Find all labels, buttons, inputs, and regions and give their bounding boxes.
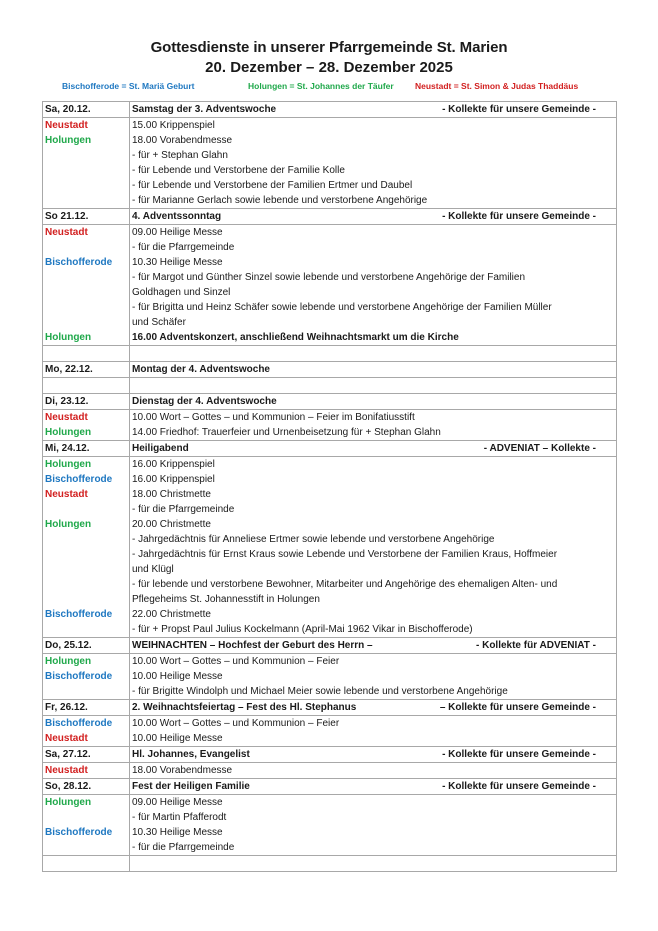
- empty-cell: [43, 346, 130, 362]
- service-line: 16.00 Krippenspiel: [132, 474, 215, 485]
- location-label-bischofferode: Bischofferode: [45, 474, 113, 485]
- service-line: - für Martin Pfafferodt: [132, 812, 227, 823]
- day-title: Hl. Johannes, Evangelist: [132, 749, 250, 760]
- day-date: Fr, 26.12.: [43, 700, 130, 716]
- day-title-cell: [130, 700, 617, 716]
- location-label-bischofferode: Bischofferode: [45, 718, 113, 729]
- day-title: Fest der Heiligen Familie: [132, 781, 250, 792]
- services-cell: [130, 457, 617, 638]
- locations-cell: [43, 225, 130, 346]
- service-line: 22.00 Christmette: [132, 609, 211, 620]
- location-spacer: [45, 592, 127, 607]
- location-spacer: [45, 810, 127, 825]
- day-title-cell: [130, 102, 617, 118]
- location-label-holungen: Holungen: [45, 656, 92, 667]
- day-title-wrap: [132, 747, 614, 762]
- service-line: - für lebende und verstorbene Bewohner, Mitarbeiter und Angehörige des ehemaligen Alten- und: [132, 579, 558, 590]
- day-title: Samstag der 3. Adventswoche: [132, 104, 277, 115]
- service-line: Goldhagen und Sinzel: [132, 287, 231, 298]
- day-title-cell: [130, 394, 617, 410]
- location-spacer: [45, 622, 127, 637]
- service-line: 10.00 Wort – Gottes – und Kommunion – Feier im Bonifatiusstift: [132, 412, 415, 423]
- service-line: 10.00 Heilige Messe: [132, 733, 223, 744]
- day-date: So, 28.12.: [43, 779, 130, 795]
- service-line: - für Lebende und Verstorbene der Familie Kolle: [132, 165, 345, 176]
- kollekte-label: [596, 394, 614, 409]
- day-header-row: [43, 394, 617, 410]
- location-spacer: [45, 285, 127, 300]
- day-title-wrap: [132, 638, 614, 653]
- day-title-wrap: [132, 102, 614, 117]
- day-services-row: [43, 654, 617, 700]
- services-cell: [130, 225, 617, 346]
- kollekte-label: - Kollekte für unsere Gemeinde -: [442, 211, 596, 222]
- legend-holungen: Holungen = St. Johannes der Täufer: [248, 81, 394, 91]
- empty-cell: [130, 346, 617, 362]
- service-line: 18.00 Vorabendmesse: [132, 135, 233, 146]
- kollekte-label: [596, 362, 614, 377]
- day-title-wrap: [132, 441, 614, 456]
- location-label-neustadt: Neustadt: [45, 227, 88, 238]
- day-title-cell: [130, 779, 617, 795]
- day-services-row: [43, 795, 617, 856]
- day-services-row: [43, 763, 617, 779]
- location-spacer: [45, 270, 127, 285]
- location-label-neustadt: Neustadt: [45, 412, 88, 423]
- service-line: 18.00 Vorabendmesse: [132, 765, 233, 776]
- service-line: - für Marianne Gerlach sowie lebende und verstorbene Angehörige: [132, 195, 428, 206]
- service-line: und Klügl: [132, 564, 174, 575]
- day-header-row: [43, 102, 617, 118]
- service-line: 09.00 Heilige Messe: [132, 797, 223, 808]
- locations-cell: [43, 410, 130, 441]
- kollekte-label: – Kollekte für unsere Gemeinde -: [439, 702, 596, 713]
- service-line: und Schäfer: [132, 317, 186, 328]
- day-title: Montag der 4. Adventswoche: [132, 364, 270, 375]
- day-title-wrap: [132, 779, 614, 794]
- location-spacer: [45, 315, 127, 330]
- empty-cell: [130, 856, 617, 872]
- schedule-table: [42, 101, 617, 872]
- empty-row: [43, 346, 617, 362]
- location-label-bischofferode: Bischofferode: [45, 827, 113, 838]
- service-line: - für Brigitte Windolph und Michael Meier sowie lebende und verstorbene Angehörige: [132, 686, 508, 697]
- day-title-wrap: [132, 700, 614, 715]
- service-line: - für Lebende und Verstorbene der Familien Ertmer und Daubel: [132, 180, 413, 191]
- service-line: - für Brigitta und Heinz Schäfer sowie lebende und verstorbene Angehörige der Familien Müller: [132, 302, 552, 313]
- location-label-holungen: Holungen: [45, 519, 92, 530]
- day-title-wrap: [132, 209, 614, 224]
- service-line: 10.00 Wort – Gottes – und Kommunion – Feier: [132, 718, 340, 729]
- legend-neustadt: Neustadt = St. Simon & Judas Thaddäus: [415, 81, 579, 91]
- location-label-bischofferode: Bischofferode: [45, 609, 113, 620]
- locations-cell: [43, 654, 130, 700]
- location-spacer: [45, 193, 127, 208]
- day-header-row: [43, 209, 617, 225]
- day-header-row: [43, 700, 617, 716]
- services-cell: [130, 654, 617, 700]
- day-title-wrap: [132, 394, 614, 409]
- location-spacer: [45, 547, 127, 562]
- day-services-row: [43, 410, 617, 441]
- day-header-row: [43, 441, 617, 457]
- day-date: Sa, 27.12.: [43, 747, 130, 763]
- page-subtitle: 20. Dezember – 28. Dezember 2025: [205, 59, 453, 76]
- service-line: 20.00 Christmette: [132, 519, 211, 530]
- service-line: - für die Pfarrgemeinde: [132, 242, 235, 253]
- services-cell: [130, 716, 617, 747]
- location-spacer: [45, 240, 127, 255]
- location-spacer: [45, 502, 127, 517]
- location-spacer: [45, 300, 127, 315]
- location-label-neustadt: Neustadt: [45, 489, 88, 500]
- services-cell: [130, 410, 617, 441]
- service-line: 09.00 Heilige Messe: [132, 227, 223, 238]
- location-label-neustadt: Neustadt: [45, 765, 88, 776]
- service-line: 14.00 Friedhof: Trauerfeier und Urnenbeisetzung für + Stephan Glahn: [132, 427, 441, 438]
- kollekte-label: - ADVENIAT – Kollekte -: [483, 443, 596, 454]
- day-date: Di, 23.12.: [43, 394, 130, 410]
- service-line: 10.00 Heilige Messe: [132, 671, 223, 682]
- day-title-cell: [130, 362, 617, 378]
- day-title-wrap: [132, 362, 614, 377]
- services-cell: [130, 763, 617, 779]
- location-label-neustadt: Neustadt: [45, 120, 88, 131]
- day-title: WEIHNACHTEN – Hochfest der Geburt des Herrn –: [132, 640, 373, 651]
- service-line: - für Margot und Günther Sinzel sowie lebende und verstorbene Angehörige der Familien: [132, 272, 526, 283]
- day-date: Sa, 20.12.: [43, 102, 130, 118]
- location-label-holungen: Holungen: [45, 332, 92, 343]
- service-line: 15.00 Krippenspiel: [132, 120, 215, 131]
- service-line: 10.30 Heilige Messe: [132, 257, 223, 268]
- kollekte-label: - Kollekte für unsere Gemeinde -: [442, 781, 596, 792]
- location-spacer: [45, 178, 127, 193]
- empty-row: [43, 378, 617, 394]
- location-spacer: [45, 684, 127, 699]
- day-title: Dienstag der 4. Adventswoche: [132, 396, 277, 407]
- day-title-cell: [130, 209, 617, 225]
- location-label-bischofferode: Bischofferode: [45, 257, 113, 268]
- location-label-holungen: Holungen: [45, 427, 92, 438]
- service-line: - für + Propst Paul Julius Kockelmann (April-Mai 1962 Vikar in Bischofferode): [132, 624, 473, 635]
- empty-cell: [43, 856, 130, 872]
- day-services-row: [43, 118, 617, 209]
- service-line: 18.00 Christmette: [132, 489, 211, 500]
- day-date: Mo, 22.12.: [43, 362, 130, 378]
- locations-cell: [43, 795, 130, 856]
- location-spacer: [45, 532, 127, 547]
- service-line: 16.00 Adventskonzert, anschließend Weihnachtsmarkt um die Kirche: [132, 332, 459, 343]
- day-header-row: [43, 362, 617, 378]
- service-line: Pflegeheims St. Johannesstift in Holungen: [132, 594, 320, 605]
- locations-cell: [43, 457, 130, 638]
- day-header-row: [43, 638, 617, 654]
- locations-cell: [43, 118, 130, 209]
- location-label-neustadt: Neustadt: [45, 733, 88, 744]
- location-spacer: [45, 840, 127, 855]
- day-title-cell: [130, 747, 617, 763]
- day-date: Do, 25.12.: [43, 638, 130, 654]
- locations-cell: [43, 716, 130, 747]
- day-title: Heiligabend: [132, 443, 189, 454]
- empty-row: [43, 856, 617, 872]
- location-spacer: [45, 562, 127, 577]
- document-header: [0, 38, 658, 78]
- day-title-cell: [130, 441, 617, 457]
- location-spacer: [45, 577, 127, 592]
- day-header-row: [43, 747, 617, 763]
- page-title: Gottesdienste in unserer Pfarrgemeinde St. Marien: [150, 39, 508, 56]
- service-line: 16.00 Krippenspiel: [132, 459, 215, 470]
- day-header-row: [43, 779, 617, 795]
- services-cell: [130, 118, 617, 209]
- service-line: 10.00 Wort – Gottes – und Kommunion – Feier: [132, 656, 340, 667]
- locations-cell: [43, 763, 130, 779]
- service-line: 10.30 Heilige Messe: [132, 827, 223, 838]
- kollekte-label: - Kollekte für unsere Gemeinde -: [442, 104, 596, 115]
- day-title: 4. Adventssonntag: [132, 211, 222, 222]
- service-line: - Jahrgedächtnis für Ernst Kraus sowie Lebende und Verstorbene der Familien Kraus, Hoffmeier: [132, 549, 558, 560]
- day-title: 2. Weihnachtsfeiertag – Fest des Hl. Stephanus: [132, 702, 357, 713]
- day-date: Mi, 24.12.: [43, 441, 130, 457]
- service-line: - für die Pfarrgemeinde: [132, 504, 235, 515]
- day-services-row: [43, 716, 617, 747]
- empty-cell: [130, 378, 617, 394]
- service-line: - für die Pfarrgemeinde: [132, 842, 235, 853]
- empty-cell: [43, 378, 130, 394]
- location-label-holungen: Holungen: [45, 135, 92, 146]
- kollekte-label: - Kollekte für ADVENIAT -: [475, 640, 596, 651]
- service-line: - Jahrgedächtnis für Anneliese Ertmer sowie lebende und verstorbene Angehörige: [132, 534, 495, 545]
- legend-bischofferode: Bischofferode = St. Mariä Geburt: [62, 81, 195, 91]
- day-services-row: [43, 225, 617, 346]
- services-cell: [130, 795, 617, 856]
- location-spacer: [45, 148, 127, 163]
- day-services-row: [43, 457, 617, 638]
- location-label-holungen: Holungen: [45, 797, 92, 808]
- location-spacer: [45, 163, 127, 178]
- day-title-cell: [130, 638, 617, 654]
- service-line: - für + Stephan Glahn: [132, 150, 228, 161]
- kollekte-label: - Kollekte für unsere Gemeinde -: [442, 749, 596, 760]
- location-label-bischofferode: Bischofferode: [45, 671, 113, 682]
- location-label-holungen: Holungen: [45, 459, 92, 470]
- day-date: So 21.12.: [43, 209, 130, 225]
